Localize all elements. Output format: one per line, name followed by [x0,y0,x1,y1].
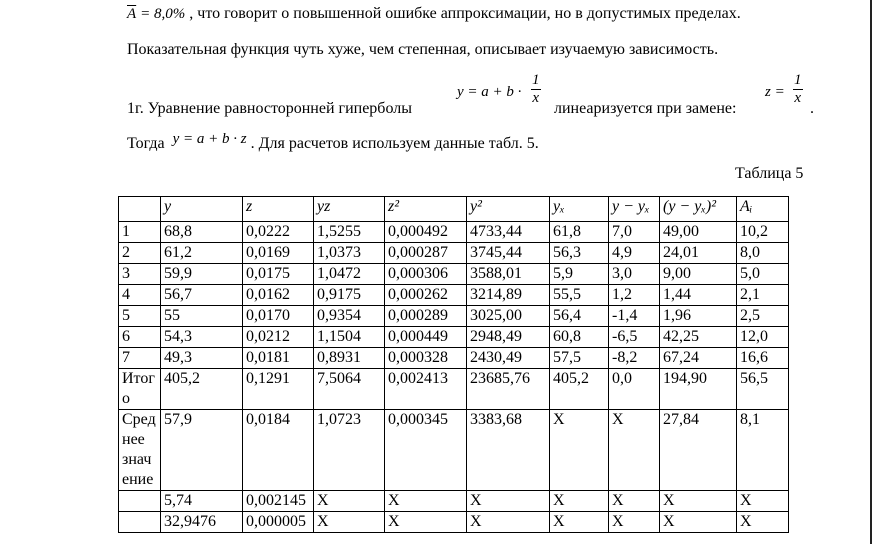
table-cell: 1,5255 [314,222,385,243]
table-cell: 0,000345 [385,410,467,491]
table-cell: 49,00 [660,222,737,243]
exponential-function-conclusion: Показательная функция чуть хуже, чем степенная, описывает изучаемую зависимость. [127,41,719,58]
data-table-5 [118,196,789,533]
table-cell: 3025,00 [467,306,550,327]
table-cell: 3588,01 [467,264,550,285]
table-row [119,243,789,264]
table-cell: 57,5 [550,348,609,369]
table-cell: -8,2 [609,348,660,369]
table-cell: 0,0181 [243,348,314,369]
row-label-cell: 5 [119,306,161,327]
table-cell: 0,000328 [385,348,467,369]
substitution-period: . [810,100,814,117]
table-cell: -6,5 [609,327,660,348]
table-row [119,306,789,327]
substitution-left: z = [765,84,785,100]
table-cell: X [314,512,385,533]
row-label-cell [119,512,161,533]
table-cell: X [609,491,660,512]
approximation-error-text: , что говорит о повышенной ошибке аппроксимации, но в допустимых пределах. [189,5,741,22]
header-cell: (y − yₓ)² [660,197,737,222]
table-cell: 0,000289 [385,306,467,327]
table-cell: X [609,410,660,491]
table-cell: 8,1 [737,410,789,491]
table-cell: 0,0162 [243,285,314,306]
table-cell: 59,9 [161,264,243,285]
table-cell: 3383,68 [467,410,550,491]
row-label-cell: 2 [119,243,161,264]
table-cell: 0,0222 [243,222,314,243]
table-cell: 1,2 [609,285,660,306]
table-cell: 4,9 [609,243,660,264]
mean-error-value: = 8,0% [140,6,186,22]
table-cell: X [385,512,467,533]
table-cell: 16,6 [737,348,789,369]
table-cell: X [660,512,737,533]
linear-form-text: . Для расчетов используем данные табл. 5. [250,135,539,152]
table-header-row [119,197,789,222]
table-cell: 0,0 [609,369,660,410]
hyperbola-intro-text: 1г. Уравнение равносторонней гиперболы [127,100,412,117]
table-cell: 56,7 [161,285,243,306]
hyperbola-fraction [531,72,541,107]
table-cell: 42,25 [660,327,737,348]
table-cell: 7,0 [609,222,660,243]
table-row [119,369,789,410]
table-cell: 0,0175 [243,264,314,285]
table-body [119,222,789,533]
table-cell: 0,0170 [243,306,314,327]
table-cell: 61,2 [161,243,243,264]
table-cell: 2430,49 [467,348,550,369]
substitution-numerator: 1 [794,72,802,88]
table-cell: 61,8 [550,222,609,243]
table-cell: 32,9476 [161,512,243,533]
header-cell: yₓ [550,197,609,222]
table-cell: 0,0212 [243,327,314,348]
table-row [119,348,789,369]
table-caption: Таблица 5 [735,165,804,182]
table-cell: 49,3 [161,348,243,369]
table-cell: 0,002145 [243,491,314,512]
table-cell: X [550,410,609,491]
table-cell: X [660,491,737,512]
table-cell: X [467,491,550,512]
table-row [119,222,789,243]
table-cell: -1,4 [609,306,660,327]
table-cell: 1,0472 [314,264,385,285]
table-row [119,264,789,285]
table-row [119,512,789,533]
table-cell: 1,1504 [314,327,385,348]
table-cell: 4733,44 [467,222,550,243]
row-label-cell: 3 [119,264,161,285]
table-cell: 55 [161,306,243,327]
table-cell: X [737,512,789,533]
table-cell: 1,0723 [314,410,385,491]
table-cell: X [609,512,660,533]
table-cell: 2,1 [737,285,789,306]
approximation-error-line [127,4,741,24]
linear-form-prefix: Тогда [127,135,165,152]
header-cell: y [161,197,243,222]
row-label-cell [119,491,161,512]
header-cell: yz [314,197,385,222]
table-cell: 0,000449 [385,327,467,348]
hyperbola-fraction-numerator: 1 [532,72,540,88]
row-label-cell: 4 [119,285,161,306]
table-cell: 194,90 [660,369,737,410]
table-cell: 2948,49 [467,327,550,348]
row-label-cell: 6 [119,327,161,348]
table-cell: 0,8931 [314,348,385,369]
table-cell: 5,9 [550,264,609,285]
header-cell: z [243,197,314,222]
table-cell: 60,8 [550,327,609,348]
table-cell: 1,0373 [314,243,385,264]
table-row [119,285,789,306]
table-cell: 405,2 [161,369,243,410]
table-cell: X [385,491,467,512]
table-cell: 0,0184 [243,410,314,491]
row-label-cell: Сред нее знач ение [119,410,161,491]
header-cell [119,197,161,222]
table-cell: 2,5 [737,306,789,327]
table-cell: X [737,491,789,512]
table-cell: X [550,491,609,512]
table-cell: 0,9175 [314,285,385,306]
row-label-cell: 1 [119,222,161,243]
linear-form-formula: y = a + b · z [172,131,247,147]
header-cell: Aᵢ [737,197,789,222]
table-cell: 3,0 [609,264,660,285]
table-cell: 68,8 [161,222,243,243]
table-cell: 54,3 [161,327,243,348]
table-cell: 5,74 [161,491,243,512]
table-cell: 1,96 [660,306,737,327]
table-cell: 23685,76 [467,369,550,410]
table-cell: 0,000005 [243,512,314,533]
table-cell: 56,4 [550,306,609,327]
table-cell: 56,5 [737,369,789,410]
table-row [119,491,789,512]
row-label-cell: 7 [119,348,161,369]
table-cell: 3745,44 [467,243,550,264]
table-cell: 7,5064 [314,369,385,410]
table-cell: 0,002413 [385,369,467,410]
table-cell: 56,3 [550,243,609,264]
table-cell: 405,2 [550,369,609,410]
table-cell: X [314,491,385,512]
substitution-fraction [793,72,803,107]
table-cell: 0,000306 [385,264,467,285]
table-cell: 12,0 [737,327,789,348]
table-cell: 67,24 [660,348,737,369]
table-cell: 24,01 [660,243,737,264]
header-cell: y² [467,197,550,222]
table-row [119,327,789,348]
substitution-denominator: x [794,90,802,106]
header-cell: y − yₓ [609,197,660,222]
table-cell: 57,9 [161,410,243,491]
hyperbola-fraction-denominator: x [532,90,540,106]
hyperbola-equation-line [127,72,817,116]
table-cell: 0,0169 [243,243,314,264]
table-cell: 0,9354 [314,306,385,327]
table-cell: 0,000262 [385,285,467,306]
table-cell: 55,5 [550,285,609,306]
row-label-cell: Итог о [119,369,161,410]
table-cell: 9,00 [660,264,737,285]
hyperbola-equation-left: y = a + b · [457,84,522,100]
table-cell: 8,0 [737,243,789,264]
table-cell: 5,0 [737,264,789,285]
linear-form-line [127,131,539,154]
table-cell: 0,000287 [385,243,467,264]
table-cell: 1,44 [660,285,737,306]
table-cell: X [467,512,550,533]
table-cell: 3214,89 [467,285,550,306]
table-cell: 0,1291 [243,369,314,410]
table-cell: X [550,512,609,533]
table-cell: 0,000492 [385,222,467,243]
header-cell: z² [385,197,467,222]
linearization-text: линеаризуется при замене: [554,100,737,117]
table-cell: 27,84 [660,410,737,491]
table-row [119,410,789,491]
mean-error-symbol: $\overline{A}$ [127,6,137,22]
table-cell: 10,2 [737,222,789,243]
